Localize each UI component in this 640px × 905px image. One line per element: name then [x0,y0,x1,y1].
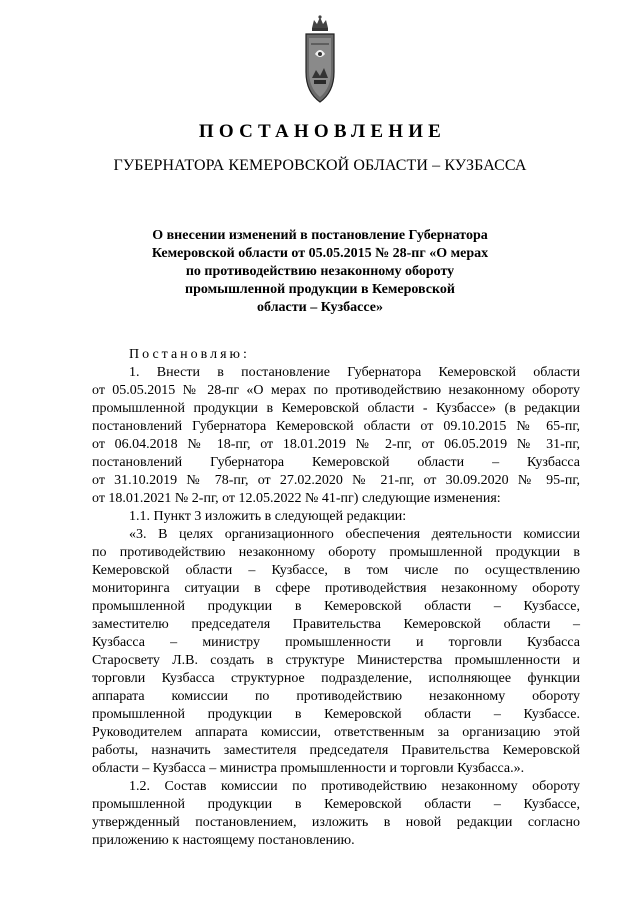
paragraph-1-line: промышленной продукции в Кемеровской области - Кузбассе» (в редакции [92,401,580,416]
paragraph-1-line: 1. Внести в постановление Губернатора Кемеровской области [129,365,580,380]
paragraph-3-line: заместителю председателя Правительства Кемеровской области – [92,617,580,632]
paragraph-1-line: от 06.04.2018 № 18-пг, от 18.01.2019 № 2-пг, от 06.05.2019 № 31-пг, [92,437,580,452]
subject-line: по противодействию незаконному обороту [185,264,455,279]
paragraph-1-2-line: промышленной продукции в Кемеровской области – Кузбассе, [92,797,580,812]
subject-line: О внесении изменений в постановление Губернатора [152,228,488,243]
paragraph-3-line: промышленной продукции в Кемеровской области – Кузбассе. [92,707,580,722]
document-subject [120,227,520,317]
subject-line: промышленной продукции в Кемеровской [185,282,455,297]
paragraph-1-line: от 31.10.2019 № 78-пг, от 27.02.2020 № 21-пг, от 30.09.2020 № 95-пг, [92,473,580,488]
paragraph-3-line: области – Кузбасса – министра промышленности и торговли Кузбасса.». [92,761,525,776]
paragraph-1-2-line: 1.2. Состав комиссии по противодействию незаконному обороту [129,779,580,794]
paragraph-3-line: торговли Кузбасса структурное подразделение, исполняющее функции [92,671,580,686]
issuer-heading: ГУБЕРНАТОРА КЕМЕРОВСКОЙ ОБЛАСТИ – КУЗБАССА [113,157,527,174]
paragraph-3-line: Кемеровской области – Кузбассе, в том числе по осуществлению [92,563,580,578]
paragraph-1-line: от 18.01.2021 № 2-пг, от 12.05.2022 № 41-пг) следующие изменения: [92,491,501,506]
paragraph-3-line: по противодействию незаконному обороту промышленной продукции в [92,545,580,560]
document-body [92,346,580,850]
paragraph-1-line: постановлений Губернатора Кемеровской области от 09.10.2015 № 65-пг, [92,419,580,434]
paragraph-3-line: промышленной продукции в Кемеровской области – Кузбассе, [92,599,580,614]
paragraph-3-line: работы, назначить заместителя председателя Правительства Кемеровской [92,743,580,758]
document-type-heading: ПОСТАНОВЛЕНИЕ [198,121,447,142]
paragraph-1-line: от 05.05.2015 № 28-пг «О мерах по противодействию незаконному обороту [92,383,580,398]
subject-line: области – Кузбассе» [257,300,383,315]
paragraph-3-line: мониторинга ситуации в сфере противодействия незаконному обороту [92,581,580,596]
paragraph-3-line: Старосвету Л.В. создать в структуре Министерства промышленности и [92,653,580,668]
paragraph-3-line: «3. В целях организационного обеспечения деятельности комиссии [129,527,580,542]
paragraph-1-1-line: 1.1. Пункт 3 изложить в следующей редакции: [129,509,407,524]
paragraph-1-2-line: утвержденный постановлением, изложить в новой редакции согласно [92,815,580,830]
paragraph-3-line: аппарата комиссии по противодействию незаконному обороту [92,689,580,704]
coat-of-arms-emblem [302,14,338,106]
subject-line: Кемеровской области от 05.05.2015 № 28-пг «О мерах [151,246,489,261]
paragraph-3-line: Кузбасса – министру промышленности и торговли Кузбасса [92,635,580,650]
paragraph-1-line: постановлений Губернатора Кемеровской области – Кузбасса [92,455,580,470]
paragraph-1-2-line: приложению к настоящему постановлению. [92,833,355,848]
decree-word: Постановляю: [129,347,250,362]
paragraph-3-line: Руководителем аппарата комиссии, ответственным за организацию этой [92,725,580,740]
